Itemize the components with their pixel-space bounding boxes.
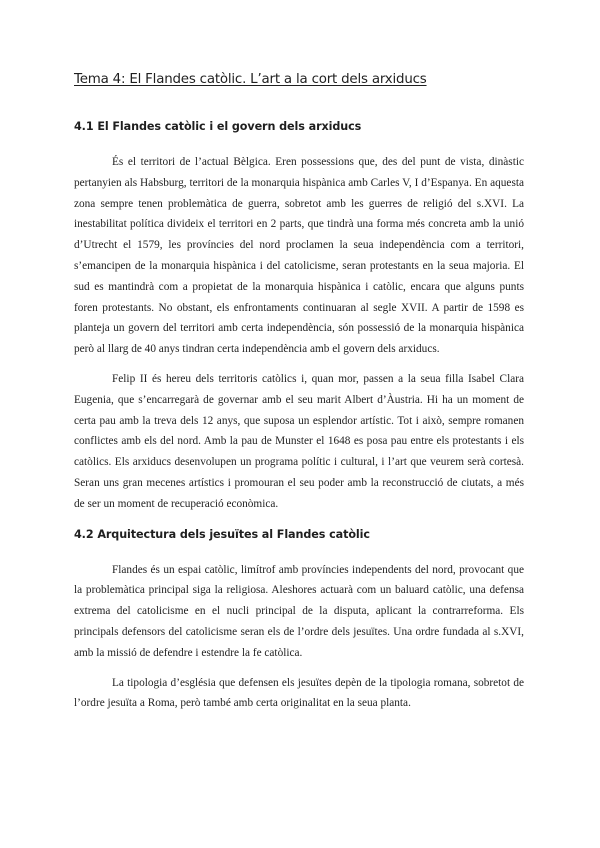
section-heading: 4.1 El Flandes catòlic i el govern dels arxiducs: [74, 120, 362, 133]
section-arquitectura-jesuites: [74, 528, 524, 715]
section-heading: 4.2 Arquitectura dels jesuïtes al Flandes catòlic: [74, 527, 370, 541]
paragraph: La tipologia d’església que defensen els jesuïtes depèn de la tipologia romana, sobretot de l’ordre jesuïta a Roma, però també amb certa originalitat en la seua planta.: [74, 676, 524, 710]
section-flandes-catolic: [74, 120, 524, 515]
paragraph: És el territori de l’actual Bèlgica. Eren possessions que, des del punt de vista, dinàstic pertanyien als Habsburg, territori de la monarquia hispànica amb Carles V, I d’Espanya. En aquesta zona sempre tenen problemàtica de guerra, sobretot amb les guerres de religió del s.XVI. La inestabilitat política divideix el territori en 2 parts, que tindrà una forma més concreta amb la unió d’Utrecht el 1579, les províncies del nord proclamen la seua independència com a territori, s’emancipen de la monarquia hispànica i del catolicisme, seran protestants en la seua majoria. El sud es mantindrà com a propietat de la monarquia hispànica i catòlic, encara que alguns punts foren protestants. No obstant, els enfrontaments continuaran al segle XVII. A partir de 1598 es planteja un govern del territori amb certa independència, són possessió de la monarquia hispànica però al llarg de 40 anys tindran certa independència amb el govern dels arxiducs.: [74, 156, 524, 356]
paragraph: Felip II és hereu dels territoris catòlics i, quan mor, passen a la seua filla Isabel Clara Eugenia, que s’encarregarà de governar amb el seu marit Albert d’Àustria. Hi ha un moment de certa pau amb la treva dels 12 anys, que suposa un esplendor artístic. Tot i això, sempre romanen conflictes amb els del nord. Amb la pau de Munster el 1648 es posa pau entre els protestants i els catòlics. Els arxiducs desenvolupen un programa polític i cultural, i l’art que veurem serà cortesà. Seran uns gran mecenes artístics i promouran el seu poder amb la reconstrucció de ciutats, a més de ser un moment de recuperació econòmica.: [74, 372, 524, 510]
paragraph: Flandes és un espai catòlic, limítrof amb províncies independents del nord, provocant que la problemàtica principal siga la religiosa. Aleshores actuarà com un baluard catòlic, una defensa extrema del catolicisme en el nucli principal de la disputa, aplicant la contrarreforma. Els principals defensors del catolicisme seran els de l’ordre dels jesuïtes. Una ordre fundada al s.XVI, amb la missió de defendre i estendre la fe catòlica.: [74, 563, 524, 659]
document-title: Tema 4: El Flandes catòlic. L’art a la cort dels arxiducs: [74, 72, 427, 87]
